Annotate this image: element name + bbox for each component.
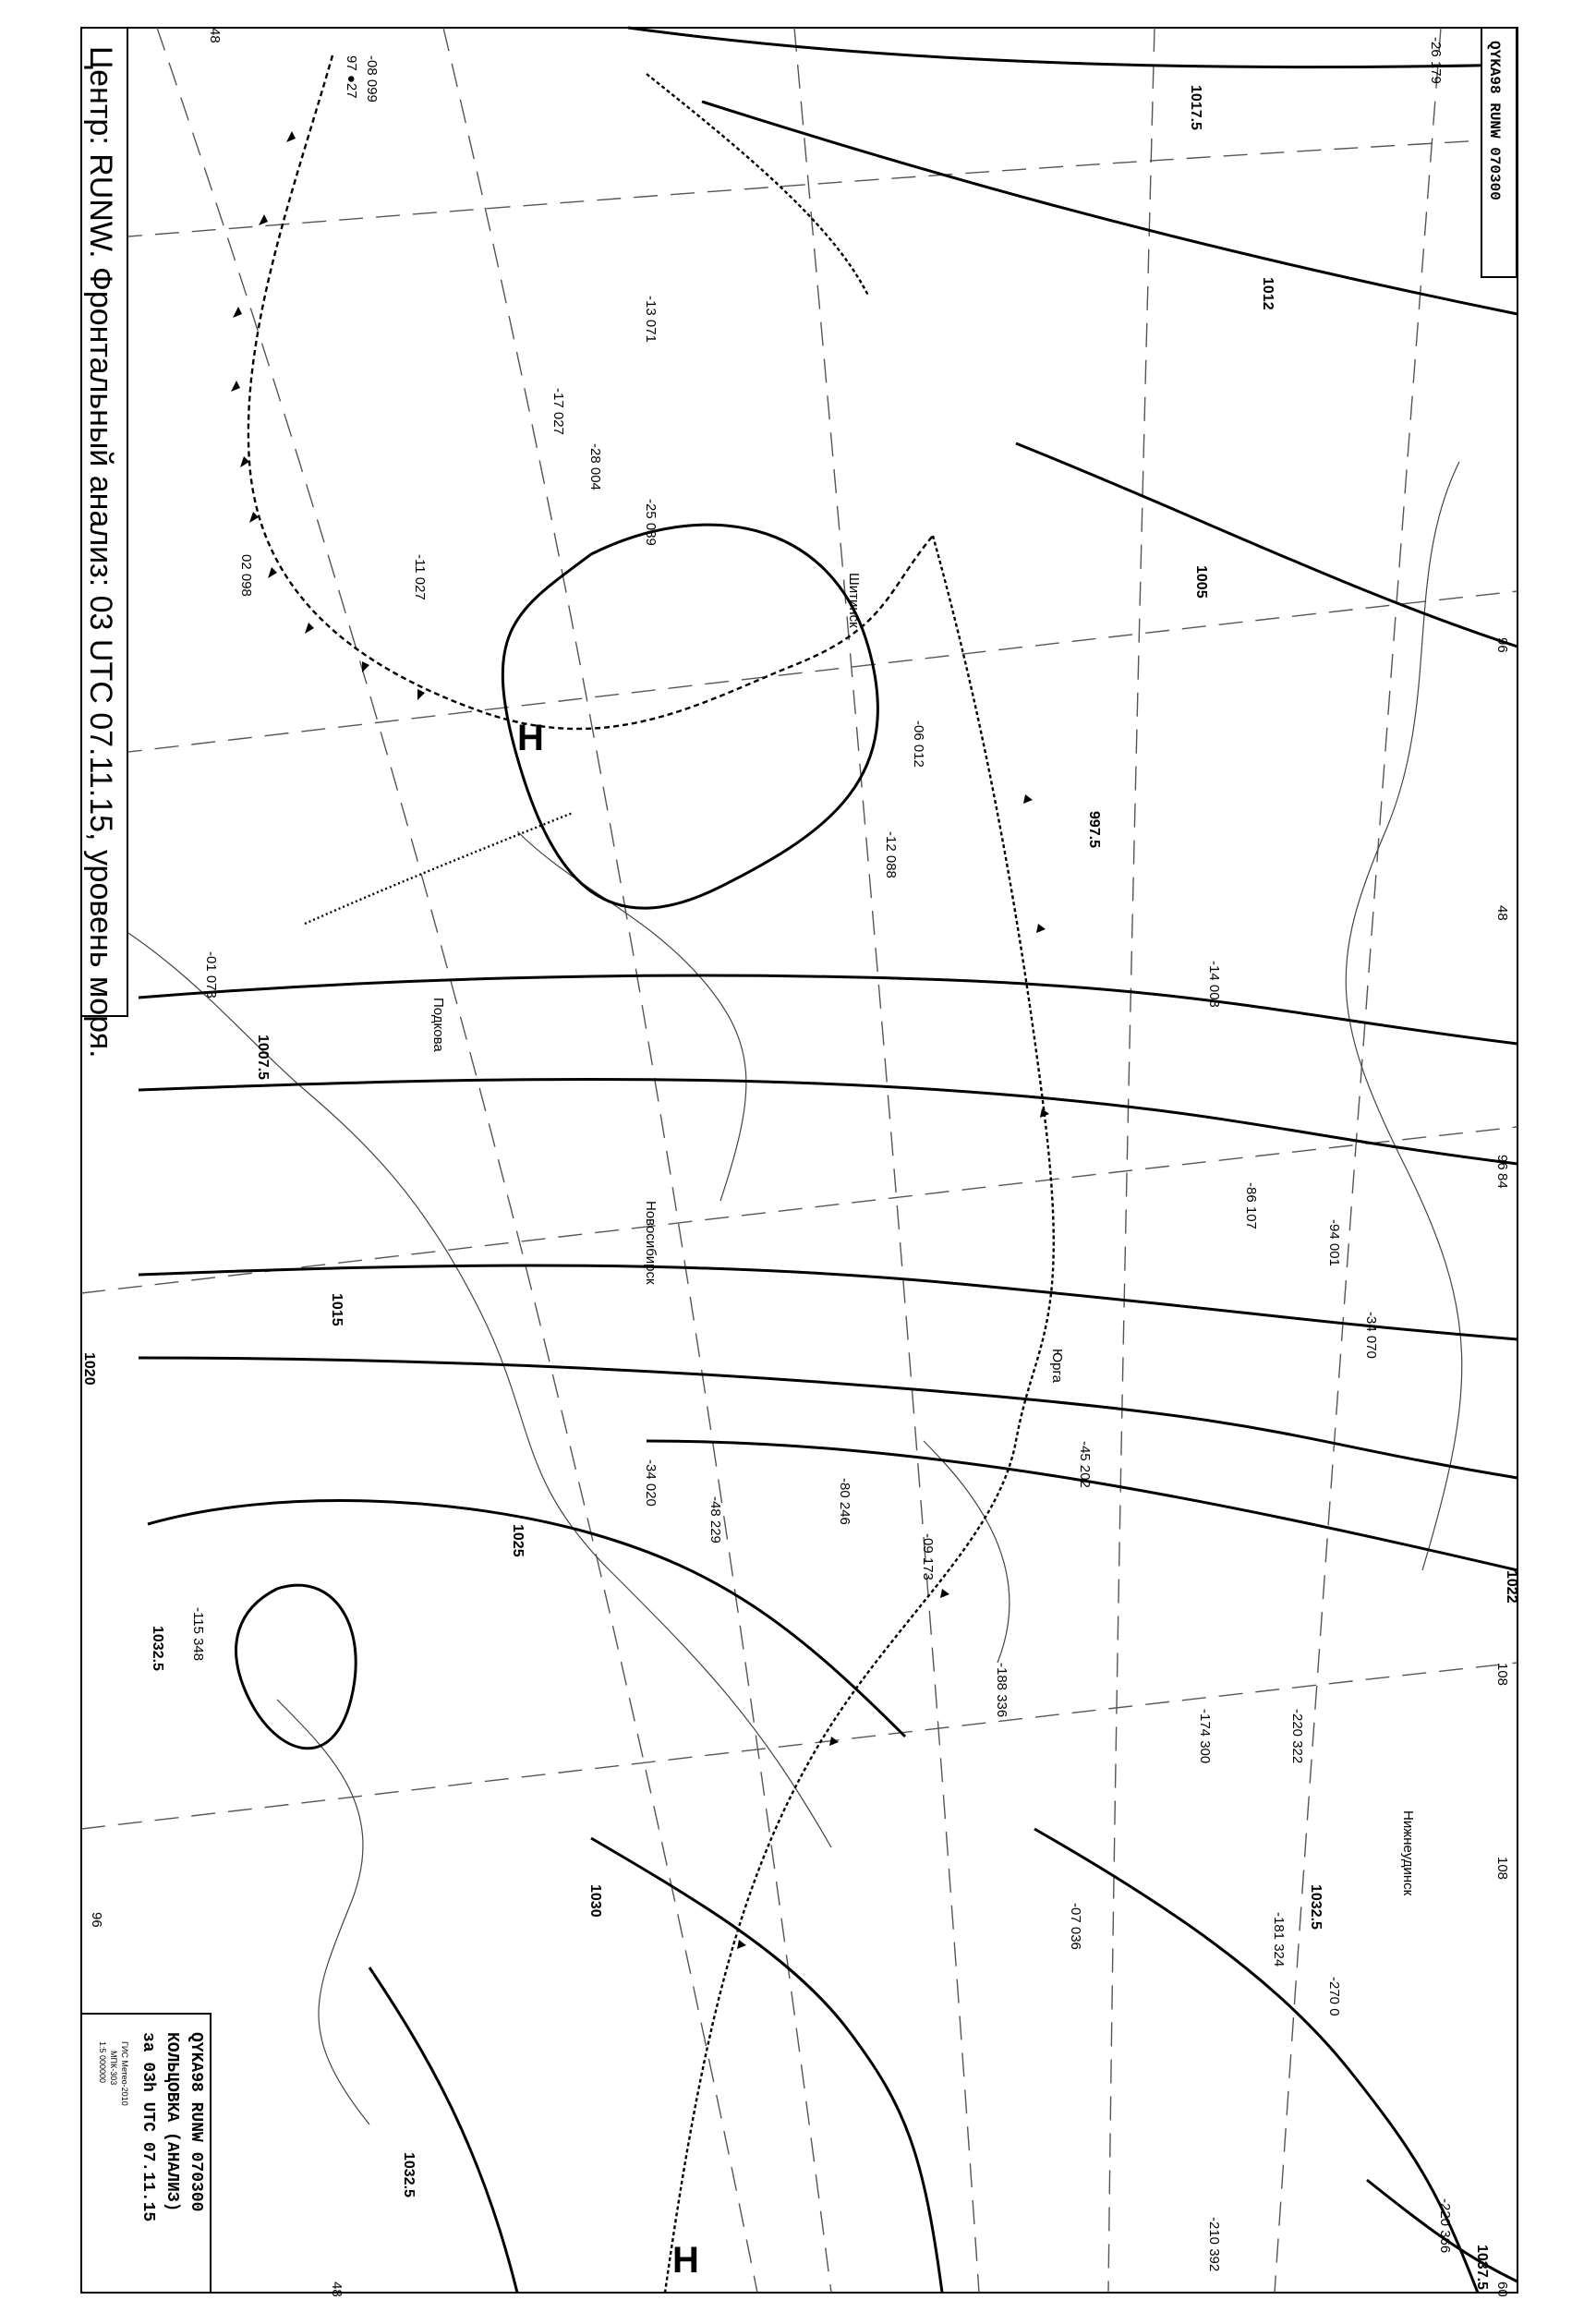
svg-text:1007.5: 1007.5 (255, 1035, 271, 1080)
svg-text:997.5: 997.5 (1086, 811, 1102, 849)
svg-text:-115 348: -115 348 (190, 1607, 206, 1662)
svg-text:-45 202: -45 202 (1077, 1441, 1093, 1488)
svg-text:-174 300: -174 300 (1197, 1709, 1213, 1764)
svg-text:Подкова: Подкова (430, 998, 446, 1052)
svg-text:Шитинск: Шитинск (846, 573, 862, 628)
svg-text:-220 322: -220 322 (1289, 1709, 1305, 1764)
svg-text:-188 336: -188 336 (994, 1663, 1010, 1718)
svg-text:-01 073: -01 073 (203, 951, 219, 999)
svg-text:-86 107: -86 107 (1243, 1182, 1259, 1229)
legend-credit-1: ГИС Метео-2010 (120, 2041, 129, 2106)
svg-text:-08 099: -08 099 (364, 55, 380, 103)
svg-text:96: 96 (89, 1912, 104, 1928)
svg-text:48: 48 (1494, 905, 1510, 921)
svg-text:84: 84 (1494, 1173, 1510, 1189)
svg-text:-11 027: -11 027 (412, 554, 428, 600)
svg-text:96: 96 (1494, 1155, 1510, 1170)
svg-text:48: 48 (207, 28, 223, 43)
svg-text:-26 179: -26 179 (1428, 37, 1444, 84)
svg-text:-25 089: -25 089 (643, 499, 659, 546)
svg-text:Новосибирск: Новосибирск (643, 1201, 659, 1285)
svg-text:48: 48 (329, 2282, 345, 2297)
svg-text:-48 229: -48 229 (707, 1496, 723, 1543)
svg-text:-220 366: -220 366 (1437, 2198, 1453, 2254)
svg-text:1030: 1030 (587, 1884, 603, 1918)
svg-text:Юрга: Юрга (1049, 1349, 1065, 1383)
svg-text:1037.5: 1037.5 (1474, 2245, 1490, 2290)
svg-text:1022: 1022 (1504, 1570, 1519, 1604)
svg-text:108: 108 (1494, 1663, 1510, 1687)
svg-text:-07 036: -07 036 (1068, 1903, 1083, 1950)
map-title: Центр: RUNW. Фронтальный анализ: 03 UTC 07.11.15, уровень моря. (83, 46, 118, 1059)
svg-text:-09 173: -09 173 (920, 1533, 936, 1580)
header-code: QYKA98 RUNW 070300 (1486, 41, 1503, 200)
svg-text:-14 003: -14 003 (1206, 961, 1222, 1008)
svg-text:-28 004: -28 004 (587, 443, 603, 490)
svg-text:-34 020: -34 020 (643, 1459, 659, 1507)
legend-credit-2: МПК-303 (109, 2051, 118, 2086)
legend-code: QYKA98 RUNW 070300 (187, 2032, 205, 2212)
svg-text:-80 246: -80 246 (837, 1478, 852, 1525)
svg-text:1032.5: 1032.5 (150, 1626, 165, 1671)
svg-text:-94 001: -94 001 (1326, 1219, 1342, 1266)
legend-title: КОЛЬЦОВКА (АНАЛИЗ) (163, 2032, 181, 2212)
svg-text:02 098: 02 098 (238, 554, 254, 597)
svg-text:1012: 1012 (1260, 277, 1276, 310)
svg-text:1025: 1025 (510, 1524, 526, 1557)
svg-text:-181 324: -181 324 (1271, 1912, 1287, 1967)
svg-text:-34 070: -34 070 (1363, 1312, 1379, 1359)
low-center-1: Н (517, 718, 544, 758)
svg-text:60: 60 (1494, 2282, 1510, 2297)
svg-text:Нижнеудинск: Нижнеудинск (1400, 1810, 1416, 1896)
map-title-box (81, 28, 127, 1059)
svg-text:-210 392: -210 392 (1206, 2217, 1222, 2272)
legend-scale: 1:5 000000 (98, 2041, 107, 2084)
svg-text:-13 071: -13 071 (643, 296, 659, 343)
svg-text:1032.5: 1032.5 (1308, 1884, 1324, 1930)
svg-text:96: 96 (1494, 637, 1510, 653)
svg-text:-17 027: -17 027 (550, 388, 566, 435)
svg-text:1005: 1005 (1193, 565, 1209, 599)
svg-text:-270 0: -270 0 (1326, 1977, 1342, 2016)
svg-text:1032.5: 1032.5 (401, 2152, 417, 2197)
svg-text:97 ●27: 97 ●27 (344, 55, 359, 99)
svg-text:1020: 1020 (81, 1352, 97, 1386)
svg-text:1017.5: 1017.5 (1188, 85, 1203, 130)
header-code-box (1481, 28, 1517, 277)
legend-box (81, 2014, 211, 2293)
svg-text:-12 088: -12 088 (883, 831, 899, 878)
svg-text:108: 108 (1494, 1857, 1510, 1881)
svg-text:-06 012: -06 012 (911, 720, 926, 768)
low-center-2: Н (672, 2240, 699, 2281)
legend-time: за 03h UTC 07.11.15 (139, 2032, 157, 2222)
svg-text:1015: 1015 (329, 1293, 345, 1326)
